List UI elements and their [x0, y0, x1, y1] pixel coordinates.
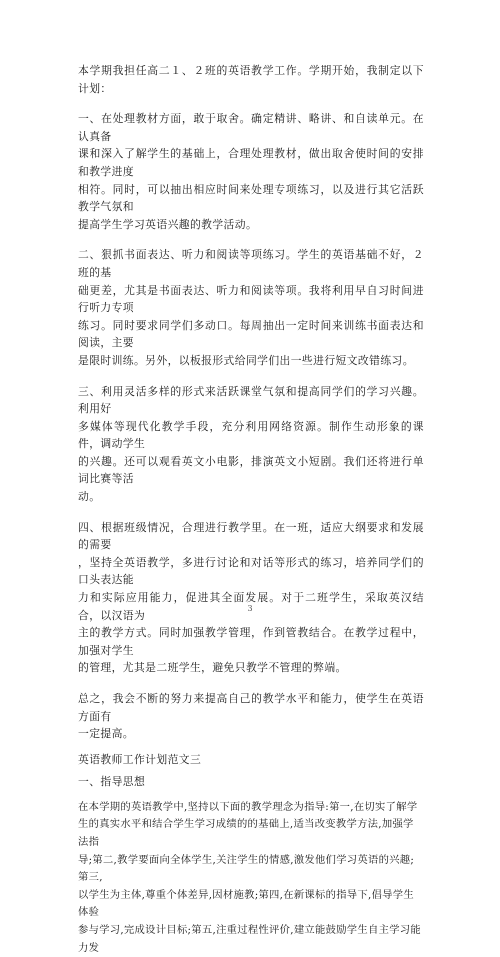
- page-number: 3: [247, 604, 253, 613]
- paragraph-guiding-ideas: 在本学期的英语教学中,坚持以下面的教学理念为指导:第一,在切实了解学 生的真实水平和结合学生学习成绩的的基础上,适当改变教学方法,加强学法指 导;第二,教学要面向全体学生,关注学生的情感,激发他们学习英语的兴趣;第三, 以学生为主体,尊重个体差异,因材施教;第四,在新课标的指导下,倡导学生体验 参与学习,完成设计目标;第五,注重过程性评价,建立能鼓励学生自主学习能力发: [78, 800, 421, 954]
- paragraph-teaching-materials: 一、在处理教材方面，敢于取舍。确定精讲、略讲、和自读单元。在认真备 课和深入了解学生的基础上，合理处理教材，做出取舍使时间的安排和教学进度 相符。同时，可以抽出相应时间来处理专项练习，以及进行其它活跃教学气氛和 提高学生学习英语兴趣的教学活动。: [78, 112, 424, 231]
- section-title: 英语教师工作计划范文三: [78, 752, 202, 766]
- paragraph-writing-listening-reading: 二、狠抓书面表达、听力和阅读等项练习。学生的英语基础不好，２班的基 础更差，尤其是书面表达、听力和阅读等项。我将利用早自习时间进行听力专项 练习。同时要求同学们多动口。每周抽出一定时间来训练书面表达和阅读，主要 是限时训练。另外，以板报形式给同学们出一些进行短文改错练习。: [78, 248, 424, 367]
- document-body: [78, 62, 424, 957]
- subsection-title: 一、指导思想: [78, 774, 146, 788]
- paragraph-class-situation: 四、根据班级情况，合理进行教学里。在一班，适应大纲要求和发展的需要 ，坚持全英语教学，多进行讨论和对话等形式的练习，培养同学们的口头表达能 力和实际应用能力，促进其全面发展。对于二班学生，采取英汉结合，以汉语为 主的教学方式。同时加强教学管理，作到管教结合。在教学过程中，加强对学生 的管理，尤其是二班学生，避免只教学不管理的弊端。: [78, 520, 424, 675]
- intro-paragraph: 本学期我担任高二１、２班的英语教学工作。学期开始，我制定以下计划：: [78, 64, 424, 95]
- paragraph-summary: 总之，我会不断的努力来提高自己的教学水平和能力，使学生在英语方面有 一定提高。: [78, 692, 424, 741]
- paragraph-classroom-activities: 三、利用灵活多样的形式来活跃课堂气氛和提高同学们的学习兴趣。利用好 多媒体等现代化教学手段，充分利用网络资源。制作生动形象的课件，调动学生 的兴趣。还可以观看英文小电影，排演英文小短剧。我们还将进行单词比赛等活 动。: [78, 384, 424, 504]
